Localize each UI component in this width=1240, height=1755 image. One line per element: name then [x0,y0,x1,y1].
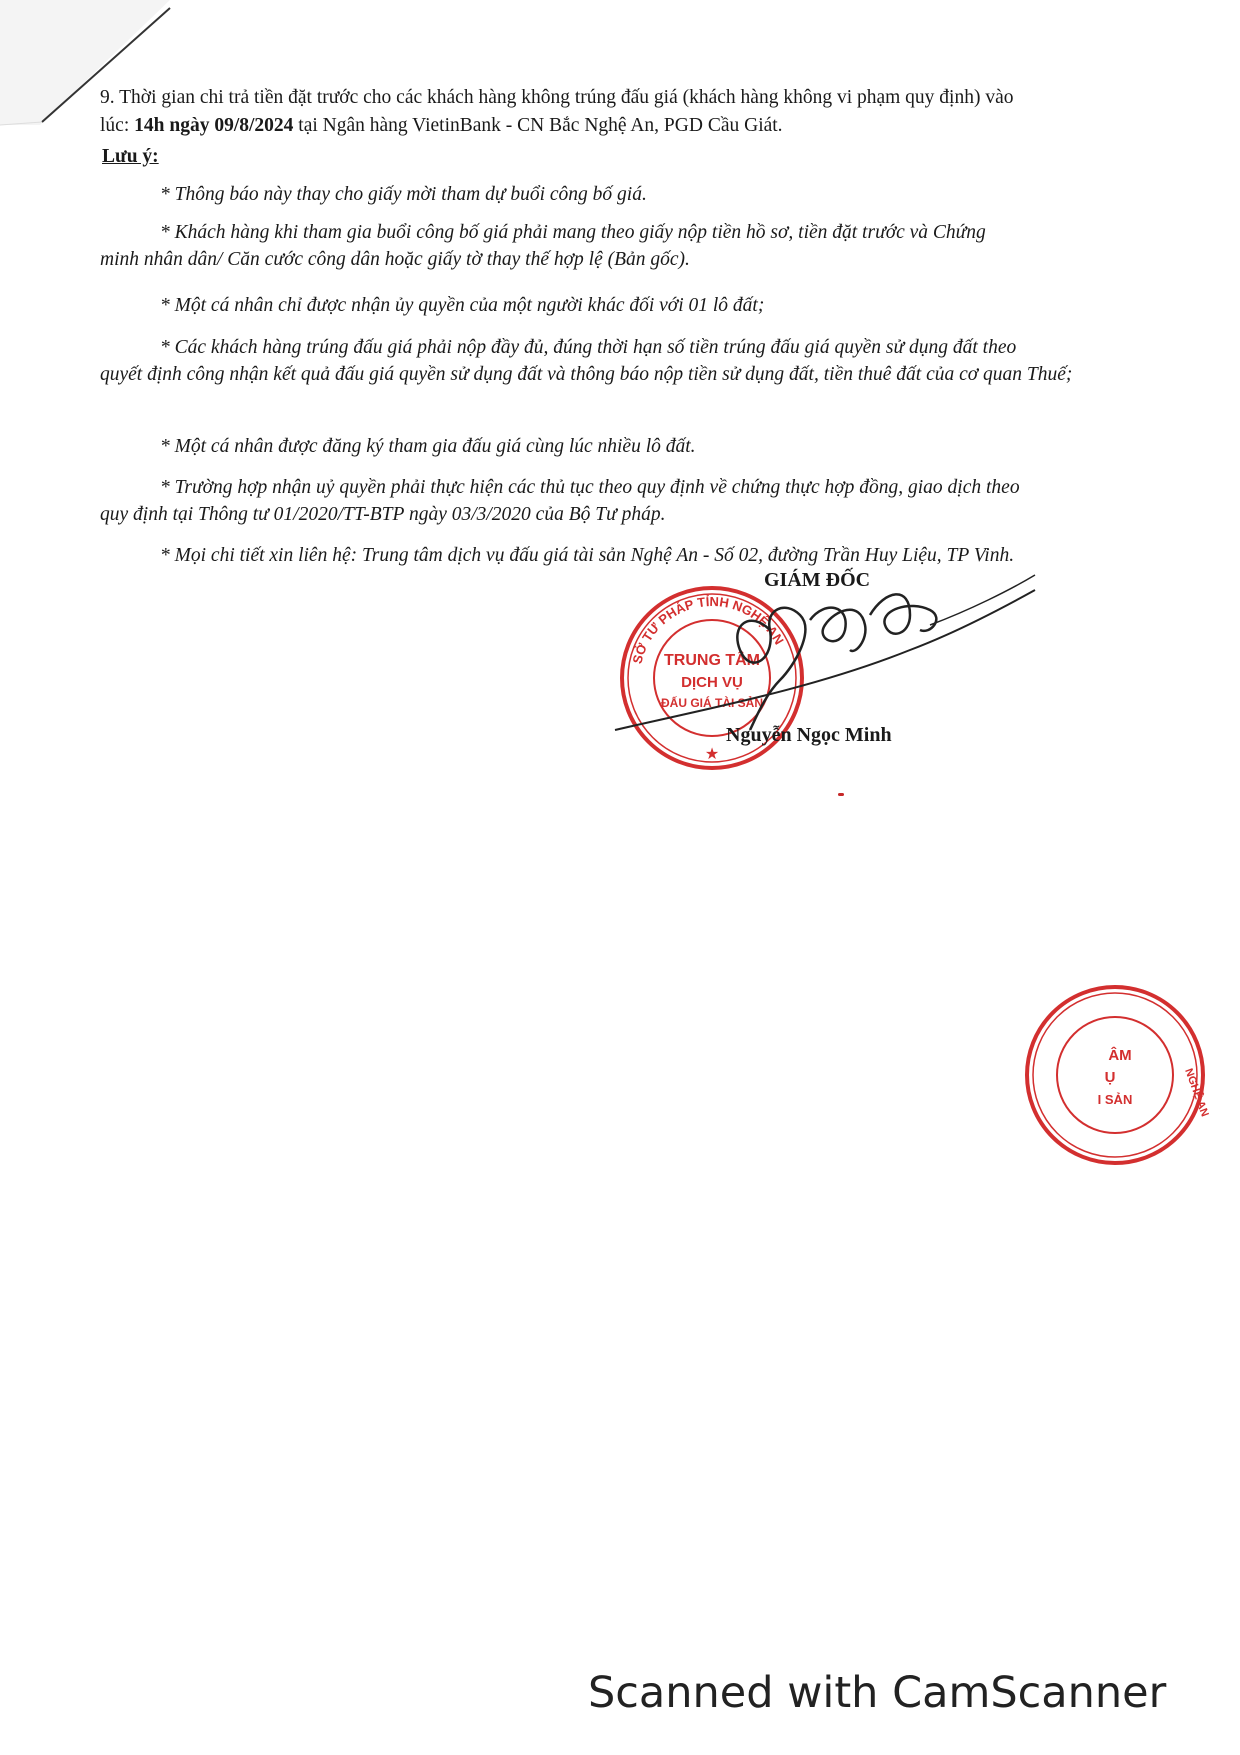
partial-stamp-line-2: Ụ [1104,1069,1116,1086]
red-speck [838,793,844,796]
item-9-line-1: 9. Thời gian chi trả tiền đặt trước cho các khách hàng không trúng đấu giá (khách hàng không vi phạm quy định) vào [100,87,1014,108]
note-item: * Một cá nhân được đăng ký tham gia đấu giá cùng lúc nhiều lô đất. [160,436,696,457]
director-name: Nguyễn Ngọc Minh [726,724,892,746]
stamp-center-line-2: DỊCH VỤ [681,674,743,691]
note-item: * Khách hàng khi tham gia buổi công bố giá phải mang theo giấy nộp tiền hồ sơ, tiền đặt trước và Chứng minh nhân dân/ Căn cước công dân hoặc giấy tờ thay thế hợp lệ (Bản gốc). [100,222,986,270]
stamp-ring-text: SỞ TƯ PHÁP TỈNH NGHỆ AN [629,593,787,666]
partial-stamp-ring: NGHỆ AN [1182,1066,1211,1119]
stamp-star-icon: ★ [704,746,720,763]
note-item: * Trường hợp nhận uỷ quyền phải thực hiện các thủ tục theo quy định về chứng thực hợp đồng, giao dịch theo quy định tại Thông tư 01/2020/TT-BTP ngày 03/3/2020 của Bộ Tư pháp. [100,477,1020,525]
item-9-line-2: lúc: 14h ngày 09/8/2024 tại Ngân hàng VietinBank - CN Bắc Nghệ An, PGD Cầu Giát. [100,115,783,136]
note-item: * Các khách hàng trúng đấu giá phải nộp đầy đủ, đúng thời hạn số tiền trúng đấu giá quyền sử dụng đất theo quyết định công nhận kết quả đấu giá quyền sử dụng đất và thông báo nộp tiền sử dụng đất, tiền thuê đất của cơ quan Thuế; [100,337,1073,385]
handwritten-signature [610,570,1040,740]
director-title: GIÁM ĐỐC [764,569,871,591]
note-heading: Lưu ý: [102,146,159,167]
stamp-center-line-3: ĐẤU GIÁ TÀI SẢN [661,696,763,710]
note-item: * Mọi chi tiết xin liên hệ: Trung tâm dịch vụ đấu giá tài sản Nghệ An - Số 02, đường Trần Huy Liệu, TP Vinh. [160,545,1015,566]
note-item: * Một cá nhân chỉ được nhận ủy quyền của một người khác đối với 01 lô đất; [160,295,765,316]
item-9-paragraph [100,84,1160,140]
partial-stamp-line-3: I SẢN [1097,1092,1133,1107]
note-item: * Thông báo này thay cho giấy mời tham dự buổi công bố giá. [160,184,647,205]
payment-date: 14h ngày 09/8/2024 [134,115,294,136]
stamp-center-line-1: TRUNG TÂM [664,652,760,669]
partial-stamp [1085,980,1211,1170]
partial-stamp-line-1: ÂM [1108,1047,1132,1064]
scanner-watermark: Scanned with CamScanner [588,1668,1167,1718]
